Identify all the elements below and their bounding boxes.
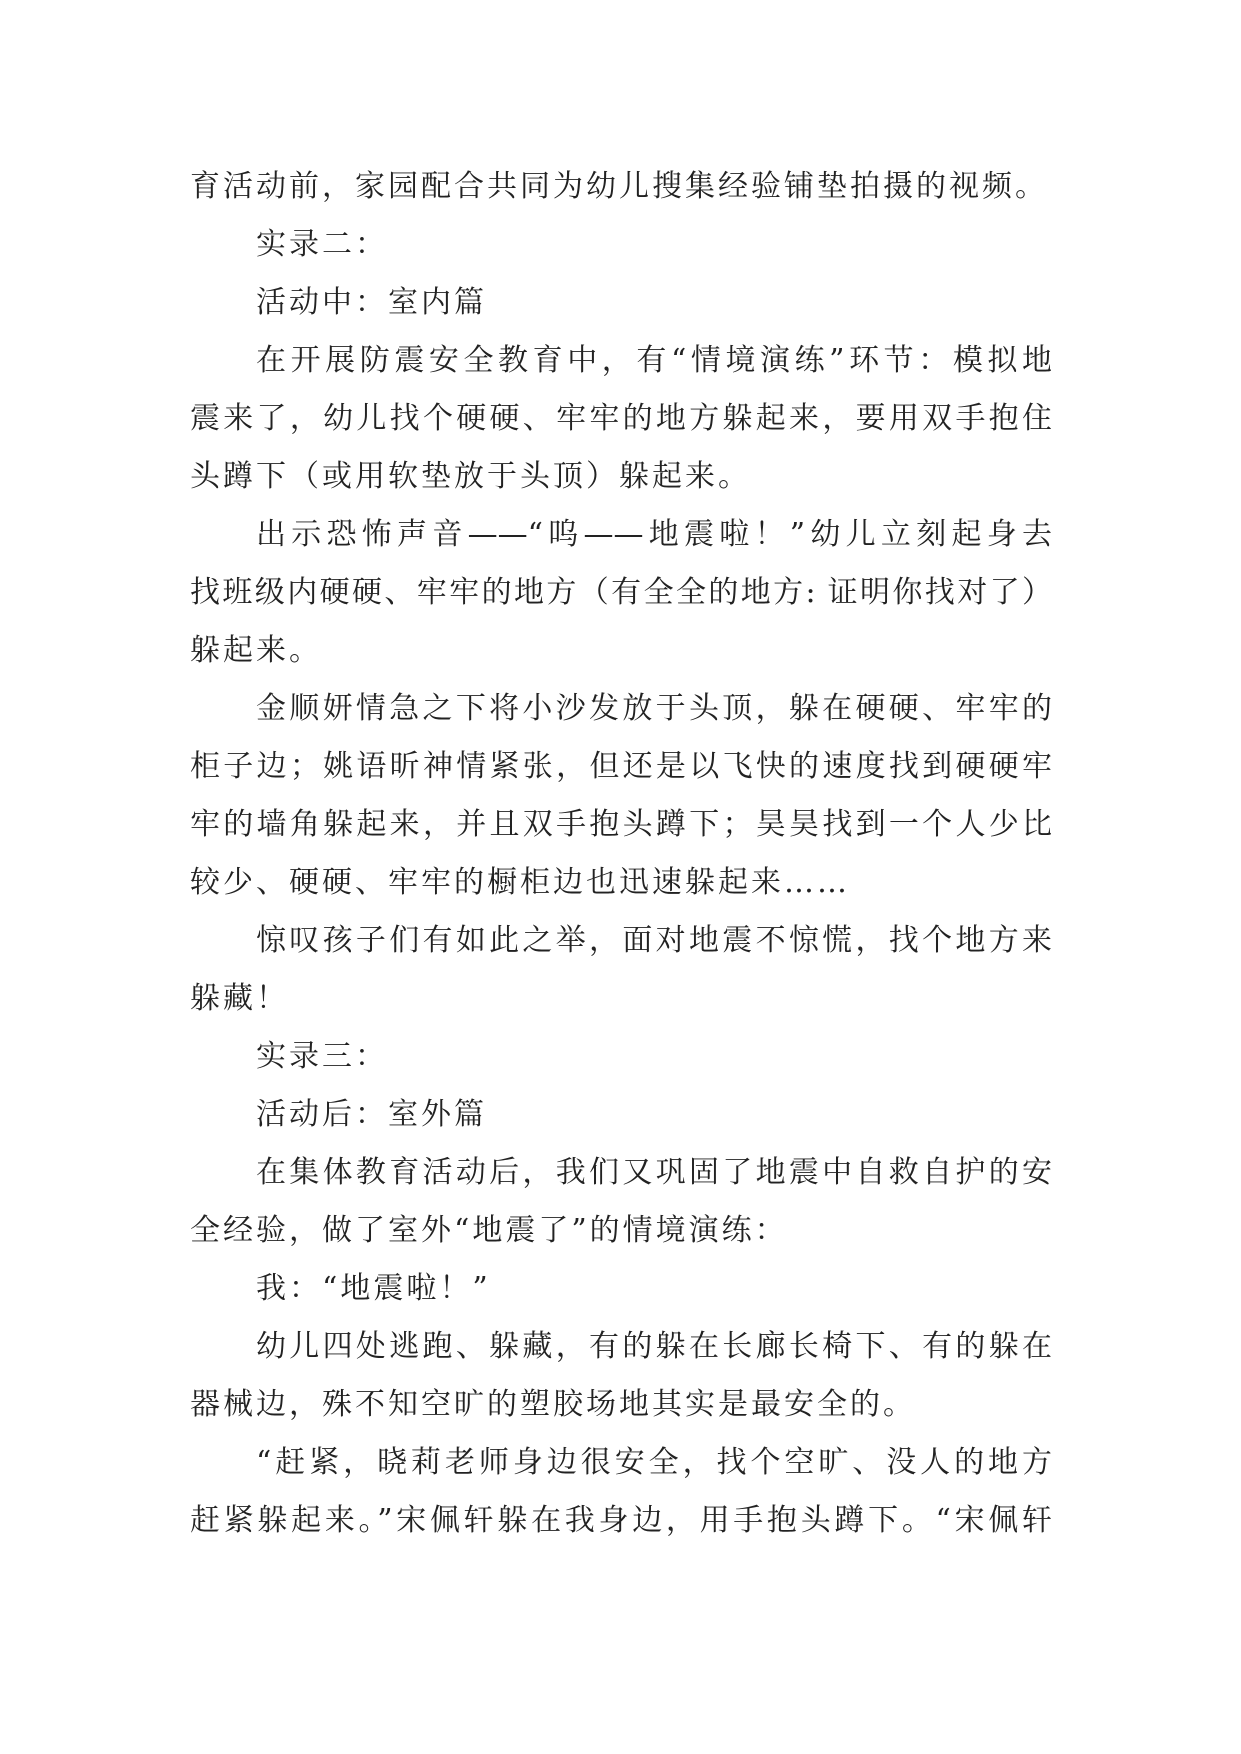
text-line: 全经验，做了室外“地震了”的情境演练： [190, 1213, 788, 1248]
text-line: 出示恐怖声音——“呜——地震啦！”幼儿立刻起身去 [256, 517, 1052, 552]
text-line: 器械边，殊不知空旷的塑胶场地其实是最安全的。 [190, 1387, 916, 1422]
text-line: 躲起来。 [190, 633, 322, 668]
text-line: 头蹲下（或用软垫放于头顶）躲起来。 [190, 459, 751, 494]
text-line: 牢的墙角躲起来，并且双手抱头蹲下；昊昊找到一个人少比 [190, 807, 1052, 842]
text-line: 较少、硬硬、牢牢的橱柜边也迅速躲起来…… [190, 865, 850, 900]
section-heading-record-2: 实录二： [256, 227, 388, 262]
text-line: “赶紧，晓莉老师身边很安全，找个空旷、没人的地方 [256, 1445, 1052, 1480]
section-subheading-outdoor: 活动后：室外篇 [256, 1097, 487, 1132]
section-subheading-indoor: 活动中：室内篇 [256, 285, 487, 320]
text-line: 柜子边；姚语昕神情紧张，但还是以飞快的速度找到硬硬牢 [190, 749, 1052, 784]
text-line: 幼儿四处逃跑、躲藏，有的躲在长廊长椅下、有的躲在 [256, 1329, 1052, 1364]
text-line: 惊叹孩子们有如此之举，面对地震不惊慌，找个地方来 [256, 923, 1052, 958]
text-line: 我：“地震啦！” [256, 1271, 491, 1306]
text-line: 在集体教育活动后，我们又巩固了地震中自救自护的安 [256, 1155, 1052, 1190]
text-line: 育活动前，家园配合共同为幼儿搜集经验铺垫拍摄的视频。 [190, 169, 1048, 204]
text-line: 躲藏！ [190, 981, 289, 1016]
text-line: 找班级内硬硬、牢牢的地方（有全全的地方: 证明你找对了） [190, 575, 1052, 610]
text-line: 赶紧躲起来。”宋佩轩躲在我身边，用手抱头蹲下。“宋佩轩 [190, 1503, 1052, 1538]
text-line: 震来了，幼儿找个硬硬、牢牢的地方躲起来，要用双手抱住 [190, 401, 1052, 436]
text-line: 金顺妍情急之下将小沙发放于头顶，躲在硬硬、牢牢的 [256, 691, 1052, 726]
section-heading-record-3: 实录三： [256, 1039, 388, 1074]
document-page [190, 158, 1070, 1550]
text-line: 在开展防震安全教育中，有“情境演练”环节：模拟地 [256, 343, 1052, 378]
